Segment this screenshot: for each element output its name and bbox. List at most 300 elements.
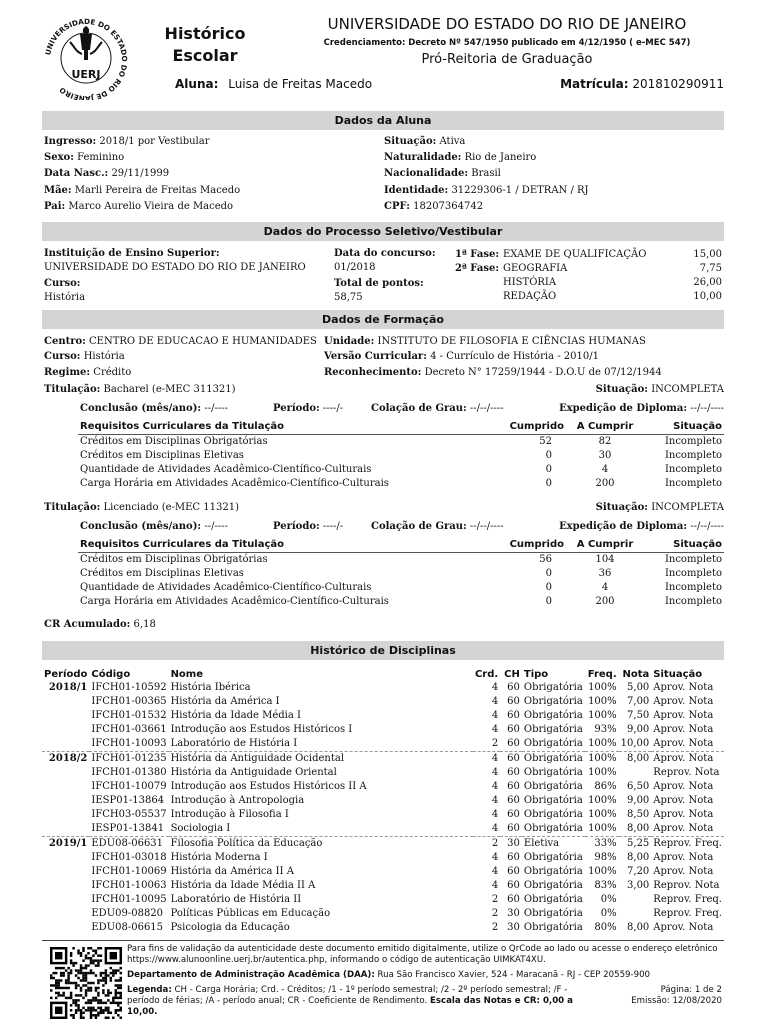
requisito-cell: Incompleto bbox=[664, 450, 722, 461]
validacao-text: Para fins de validação da autenticidade deste documento emitido digitalmente, utilize o QrCode ao lado ou acesse o endereço eletrônico https://www.alunoonline.uerj.br/autentica.php, informando o código de autenticação UIMKAT4XU. bbox=[127, 944, 718, 965]
aluna-nome: Luisa de Freitas Macedo bbox=[228, 77, 373, 91]
disciplina-cell: Obrigatória bbox=[523, 823, 583, 834]
requisito-row bbox=[78, 595, 724, 609]
expedicao-diploma: Expedição de Diploma: --/--/---- bbox=[559, 403, 724, 414]
requisito-row bbox=[78, 553, 724, 568]
conclusao: Conclusão (mês/ano): --/---- bbox=[80, 521, 228, 532]
disciplina-cell: História da América I bbox=[170, 696, 280, 707]
disciplina-cell: Aprov. Nota bbox=[653, 866, 714, 877]
disciplina-row bbox=[42, 709, 724, 723]
disciplina-cell: IFCH01-01380 bbox=[91, 767, 167, 778]
disciplina-cell: Introdução aos Estudos Históricos II A bbox=[170, 781, 367, 792]
disciplina-cell: Laboratório de História I bbox=[170, 738, 298, 749]
disciplina-cell: Aprov. Nota bbox=[653, 710, 714, 721]
titulacao-situacao: Situação: INCOMPLETA bbox=[595, 384, 724, 395]
disciplina-cell: 60 bbox=[507, 738, 520, 749]
emissao: Emissão: 12/08/2020 bbox=[631, 996, 722, 1006]
uerj-logo bbox=[40, 16, 132, 100]
disciplina-cell: Políticas Públicas em Educação bbox=[170, 908, 331, 919]
titulacao: Titulação: Licenciado (e-MEC 11321) bbox=[44, 502, 239, 513]
disciplina-cell: 5,00 bbox=[627, 682, 650, 693]
disciplina-cell: Reprov. Nota bbox=[653, 880, 720, 891]
requisitos-table bbox=[78, 538, 724, 609]
disciplina-cell: 10,00 bbox=[620, 738, 650, 749]
requisito-cell: 82 bbox=[598, 436, 612, 447]
disciplina-cell: 4 bbox=[491, 823, 499, 834]
disciplina-cell bbox=[619, 893, 652, 907]
disciplina-row bbox=[42, 879, 724, 893]
disciplina-cell: 4 bbox=[491, 795, 499, 806]
requisitos-header-cell: Situação bbox=[644, 420, 724, 435]
requisito-cell: Quantidade de Atividades Acadêmico-Científico-Culturais bbox=[80, 464, 372, 475]
requisito-cell: Incompleto bbox=[664, 596, 722, 607]
disciplina-cell: História da Antiguidade Oriental bbox=[170, 767, 337, 778]
qr-code bbox=[50, 947, 122, 1019]
disciplina-cell: História da Idade Média II A bbox=[170, 880, 316, 891]
matricula-line bbox=[560, 77, 724, 91]
disciplina-cell: 60 bbox=[507, 866, 520, 877]
disciplina-cell: 0% bbox=[600, 894, 617, 905]
disciplina-cell: 4 bbox=[491, 781, 499, 792]
disciplina-cell: 4 bbox=[491, 852, 499, 863]
identidade: Identidade: 31229306-1 / DETRAN / RJ bbox=[384, 185, 589, 196]
fase-nome: GEOGRAFIA bbox=[503, 263, 568, 274]
disciplina-cell: 60 bbox=[507, 682, 520, 693]
requisitos-table bbox=[78, 420, 724, 491]
requisito-cell: 0 bbox=[545, 582, 552, 593]
disciplina-cell: Obrigatória bbox=[523, 767, 583, 778]
requisito-cell: 0 bbox=[545, 464, 552, 475]
requisito-cell: 4 bbox=[601, 582, 609, 593]
disciplina-cell bbox=[42, 879, 89, 893]
university-name: UNIVERSIDADE DO ESTADO DO RIO DE JANEIRO bbox=[327, 15, 687, 33]
processo-curso-value: História bbox=[44, 292, 86, 303]
aluna-line bbox=[175, 77, 372, 91]
section-formacao: Dados de Formação bbox=[42, 310, 724, 329]
disciplina-row bbox=[42, 794, 724, 808]
disciplina-cell: Reprov. Freq. bbox=[653, 908, 722, 919]
disciplina-row bbox=[42, 780, 724, 794]
section-processo: Dados do Processo Seletivo/Vestibular bbox=[42, 222, 724, 241]
disciplina-cell: Eletiva bbox=[522, 837, 585, 852]
titulacao: Titulação: Bacharel (e-MEC 311321) bbox=[44, 384, 236, 395]
disciplina-cell bbox=[42, 808, 89, 822]
disciplina-cell: 7,00 bbox=[627, 696, 650, 707]
disciplina-row bbox=[42, 695, 724, 709]
disciplina-cell bbox=[42, 723, 89, 737]
daa-line: Departamento de Administração Acadêmica (DAA): Rua São Francisco Xavier, 524 - Maracanã - RJ - CEP 20559-900 bbox=[127, 970, 651, 980]
disciplina-cell bbox=[42, 780, 89, 794]
disciplina-row bbox=[42, 808, 724, 822]
requisitos-header-cell: Situação bbox=[644, 538, 724, 553]
requisito-cell: Créditos em Disciplinas Obrigatórias bbox=[80, 554, 268, 565]
disciplina-cell: 8,00 bbox=[627, 823, 650, 834]
disciplina-cell: História Moderna I bbox=[170, 852, 268, 863]
section-historico: Histórico de Disciplinas bbox=[42, 641, 724, 660]
disciplina-cell: Aprov. Nota bbox=[653, 738, 714, 749]
disciplina-cell: Aprov. Nota bbox=[653, 922, 714, 933]
disciplina-row bbox=[42, 921, 724, 935]
disciplina-row bbox=[42, 766, 724, 780]
logo-ring-text: UNIVERSIDADE DO ESTADO DO RIO DE JANEIRO bbox=[43, 16, 130, 100]
disciplina-cell bbox=[42, 695, 89, 709]
disciplina-cell: 4 bbox=[473, 752, 500, 767]
disciplina-row bbox=[42, 752, 724, 767]
periodo-conclusao: Período: ----/- bbox=[273, 521, 344, 532]
requisito-cell: 4 bbox=[601, 464, 609, 475]
disciplina-cell: 60 bbox=[500, 752, 522, 767]
disciplina-cell bbox=[42, 822, 89, 837]
disciplina-cell: Obrigatória bbox=[523, 894, 583, 905]
disciplina-cell: 8,00 bbox=[627, 852, 650, 863]
fase-nome: HISTÓRIA bbox=[503, 277, 557, 288]
disciplina-cell bbox=[42, 709, 89, 723]
naturalidade: Naturalidade: Rio de Janeiro bbox=[384, 152, 537, 163]
disciplina-cell: Obrigatória bbox=[523, 795, 583, 806]
section-dados-aluna: Dados da Aluna bbox=[42, 111, 724, 130]
fase-pontos: 7,75 bbox=[699, 263, 722, 274]
disciplina-cell: Reprov. Freq. bbox=[651, 837, 724, 852]
disciplina-row bbox=[42, 907, 724, 921]
disciplina-cell bbox=[42, 921, 89, 935]
disciplina-cell: IFCH01-10093 bbox=[91, 738, 167, 749]
disciplina-cell: 0% bbox=[600, 908, 617, 919]
disciplina-cell: IFCH01-10592 bbox=[91, 682, 167, 693]
disciplina-cell: 100% bbox=[588, 795, 617, 806]
disciplina-cell: 60 bbox=[507, 852, 520, 863]
requisito-cell: 0 bbox=[545, 450, 552, 461]
disciplina-cell: Aprov. Nota bbox=[653, 682, 714, 693]
disciplina-cell: Filosofia Política da Educação bbox=[169, 837, 473, 852]
disciplina-cell bbox=[42, 865, 89, 879]
disciplina-cell: IFCH01-10079 bbox=[91, 781, 167, 792]
disciplina-cell bbox=[619, 907, 652, 921]
disciplinas-table bbox=[42, 667, 724, 935]
requisito-cell: Incompleto bbox=[664, 554, 722, 565]
requisito-cell: 56 bbox=[539, 554, 552, 565]
unidade: Unidade: INSTITUTO DE FILOSOFIA E CIÊNCIAS HUMANAS bbox=[324, 336, 646, 347]
disciplinas-header-cell: Código bbox=[91, 668, 131, 680]
cr-acumulado: CR Acumulado: 6,18 bbox=[44, 619, 156, 630]
disciplina-cell: 30 bbox=[507, 908, 520, 919]
processo-curso-label: Curso: bbox=[44, 278, 81, 289]
disciplina-cell: Psicologia da Educação bbox=[170, 922, 290, 933]
disciplina-cell: 60 bbox=[507, 781, 520, 792]
requisitos-header bbox=[78, 420, 724, 435]
disciplina-cell: Obrigatória bbox=[523, 908, 583, 919]
disciplina-cell: 9,00 bbox=[627, 724, 650, 735]
requisito-row bbox=[78, 435, 724, 450]
formacao-curso: Curso: História bbox=[44, 351, 125, 362]
titulacao-situacao: Situação: INCOMPLETA bbox=[595, 502, 724, 513]
disciplina-cell: Obrigatória bbox=[523, 738, 583, 749]
disciplina-cell: 100% bbox=[588, 710, 617, 721]
disciplina-cell: Obrigatória bbox=[523, 781, 583, 792]
requisito-row bbox=[78, 567, 724, 581]
disciplinas-header-cell: Situação bbox=[653, 668, 703, 680]
disciplina-cell: 100% bbox=[588, 866, 617, 877]
disciplina-cell: 7,50 bbox=[627, 710, 650, 721]
requisito-cell: Incompleto bbox=[664, 582, 722, 593]
requisito-cell: Carga Horária em Atividades Acadêmico-Científico-Culturais bbox=[80, 596, 389, 607]
fase-pontos: 26,00 bbox=[693, 277, 722, 288]
requisito-cell: Créditos em Disciplinas Eletivas bbox=[80, 568, 244, 579]
requisito-cell: 200 bbox=[595, 478, 615, 489]
disciplina-cell: Aprov. Nota bbox=[653, 696, 714, 707]
periodo-conclusao: Período: ----/- bbox=[273, 403, 344, 414]
disciplina-cell: 60 bbox=[507, 710, 520, 721]
pro-reitoria: Pró-Reitoria de Graduação bbox=[421, 52, 593, 67]
disciplina-cell: Sociologia I bbox=[170, 823, 231, 834]
disciplina-cell: História da América II A bbox=[170, 866, 294, 877]
disciplina-cell: 9,00 bbox=[627, 795, 650, 806]
requisito-row bbox=[78, 477, 724, 491]
disciplinas-header-cell: Freq. bbox=[587, 668, 617, 680]
requisito-cell: 30 bbox=[598, 450, 612, 461]
disciplina-cell: Obrigatória bbox=[523, 809, 583, 820]
requisitos-header-cell: Requisitos Curriculares da Titulação bbox=[78, 420, 498, 435]
disciplina-cell: 80% bbox=[594, 922, 617, 933]
disciplina-cell: Aprov. Nota bbox=[653, 724, 714, 735]
doc-title-line1: Histórico bbox=[164, 24, 246, 43]
disciplina-cell: EDU08-06631 bbox=[89, 837, 168, 852]
disciplina-row bbox=[42, 723, 724, 737]
requisito-row bbox=[78, 581, 724, 595]
fase2-label: 2ª Fase: bbox=[455, 263, 500, 274]
colacao-grau: Colação de Grau: --/--/---- bbox=[371, 521, 504, 532]
ies-label: Instituição de Ensino Superior: bbox=[44, 248, 220, 259]
requisito-cell: Créditos em Disciplinas Eletivas bbox=[80, 450, 244, 461]
disciplina-cell: 4 bbox=[491, 880, 499, 891]
disciplina-cell: IFCH01-01235 bbox=[91, 753, 167, 764]
disciplina-cell: 60 bbox=[507, 724, 520, 735]
requisito-cell: 52 bbox=[539, 436, 552, 447]
disciplina-cell: 100% bbox=[588, 682, 617, 693]
disciplina-cell: 60 bbox=[507, 696, 520, 707]
disciplina-cell: 100% bbox=[588, 809, 617, 820]
disciplina-cell: Obrigatória bbox=[523, 724, 583, 735]
disciplina-cell bbox=[42, 907, 89, 921]
requisito-cell: Créditos em Disciplinas Obrigatórias bbox=[80, 436, 268, 447]
disciplina-cell: 86% bbox=[594, 781, 617, 792]
disciplina-row bbox=[42, 893, 724, 907]
disciplina-cell: 2018/2 bbox=[42, 752, 89, 767]
disciplina-cell: Aprov. Nota bbox=[653, 795, 714, 806]
disciplina-cell: Aprov. Nota bbox=[653, 809, 714, 820]
disciplina-cell: 8,00 bbox=[619, 752, 652, 767]
disciplina-cell: IESP01-13864 bbox=[91, 795, 165, 806]
disciplina-cell: 4 bbox=[491, 724, 499, 735]
ingresso: Ingresso: 2018/1 por Vestibular bbox=[44, 136, 210, 147]
disciplina-cell: 8,50 bbox=[627, 809, 650, 820]
disciplina-cell: IFCH01-00365 bbox=[91, 696, 167, 707]
disciplina-cell: Introdução à Filosofia I bbox=[170, 809, 289, 820]
disciplina-cell: Introdução à Antropologia bbox=[170, 795, 305, 806]
credenciamento: Credenciamento: Decreto Nº 547/1950 publicado em 4/12/1950 ( e-MEC 547) bbox=[323, 38, 691, 48]
disciplina-cell: 100% bbox=[588, 767, 617, 778]
disciplina-cell: 98% bbox=[594, 852, 617, 863]
disciplina-cell: Obrigatória bbox=[523, 880, 583, 891]
mae: Mãe: Marli Pereira de Freitas Macedo bbox=[44, 185, 241, 196]
disciplina-cell: IFCH01-10095 bbox=[91, 894, 167, 905]
situacao-aluna: Situação: Ativa bbox=[384, 136, 466, 147]
requisito-row bbox=[78, 449, 724, 463]
disciplina-cell: História Ibérica bbox=[170, 682, 251, 693]
disciplina-cell: 4 bbox=[491, 866, 499, 877]
total-pontos-value: 58,75 bbox=[334, 292, 363, 303]
disciplina-cell: 100% bbox=[585, 752, 619, 767]
disciplina-cell bbox=[619, 766, 652, 780]
disciplina-cell: 30 bbox=[500, 837, 522, 852]
disciplina-cell: Obrigatória bbox=[523, 753, 583, 764]
disciplina-cell: EDU09-08820 bbox=[91, 908, 164, 919]
disciplinas-header bbox=[42, 667, 724, 681]
disciplina-row bbox=[42, 837, 724, 852]
disciplinas-header-cell: Nome bbox=[170, 668, 204, 680]
sexo: Sexo: Feminino bbox=[44, 152, 125, 163]
disciplina-cell: Obrigatória bbox=[523, 696, 583, 707]
matricula-value: 201810290911 bbox=[632, 77, 724, 91]
disciplina-cell: 6,50 bbox=[627, 781, 650, 792]
requisito-cell: Carga Horária em Atividades Acadêmico-Científico-Culturais bbox=[80, 478, 389, 489]
disciplina-cell: 2 bbox=[491, 922, 499, 933]
requisito-cell: Incompleto bbox=[664, 436, 722, 447]
disciplina-cell: Introdução aos Estudos Históricos I bbox=[170, 724, 353, 735]
centro: Centro: CENTRO DE EDUCACAO E HUMANIDADES bbox=[44, 336, 317, 347]
requisito-cell: 0 bbox=[545, 596, 552, 607]
disciplina-row bbox=[42, 865, 724, 879]
fase-pontos: 10,00 bbox=[693, 291, 722, 302]
disciplina-cell: 60 bbox=[507, 823, 520, 834]
disciplinas-header-cell: CH bbox=[504, 668, 520, 680]
disciplina-cell: Reprov. Nota bbox=[653, 767, 720, 778]
requisitos-header-cell: Cumprido bbox=[498, 538, 566, 553]
disciplina-cell: História da Idade Média I bbox=[170, 710, 301, 721]
cpf: CPF: 18207364742 bbox=[384, 201, 484, 212]
disciplina-cell: 4 bbox=[491, 767, 499, 778]
requisito-cell: 0 bbox=[545, 478, 552, 489]
disciplina-cell: 5,25 bbox=[619, 837, 652, 852]
disciplina-cell: IFCH01-10063 bbox=[91, 880, 167, 891]
disciplina-row bbox=[42, 851, 724, 865]
disciplina-cell: 4 bbox=[491, 809, 499, 820]
disciplina-cell: Obrigatória bbox=[523, 852, 583, 863]
disciplina-cell: 60 bbox=[507, 894, 520, 905]
disciplina-row bbox=[42, 822, 724, 837]
aluna-label: Aluna: bbox=[175, 77, 219, 91]
disciplina-cell: Aprov. Nota bbox=[653, 852, 714, 863]
disciplina-cell: 2 bbox=[473, 837, 500, 852]
disciplinas-header-cell: Crd. bbox=[474, 668, 499, 680]
requisito-cell: 36 bbox=[598, 568, 612, 579]
reconhecimento: Reconhecimento: Decreto N° 17259/1944 - D.O.U de 07/12/1944 bbox=[324, 367, 662, 378]
fase-nome: REDAÇÃO bbox=[503, 291, 557, 302]
requisito-cell: Quantidade de Atividades Acadêmico-Científico-Culturais bbox=[80, 582, 372, 593]
disciplina-cell bbox=[42, 851, 89, 865]
disciplina-cell: 2 bbox=[491, 908, 499, 919]
disciplina-cell: 60 bbox=[507, 767, 520, 778]
requisito-cell: 0 bbox=[545, 568, 552, 579]
disciplina-cell: Aprov. Nota bbox=[653, 823, 714, 834]
disciplina-cell: Aprov. Nota bbox=[651, 752, 724, 767]
disciplina-row bbox=[42, 681, 724, 695]
disciplina-cell: 100% bbox=[588, 696, 617, 707]
disciplina-cell: EDU08-06615 bbox=[91, 922, 164, 933]
expedicao-diploma: Expedição de Diploma: --/--/---- bbox=[559, 521, 724, 532]
requisitos-header-cell: A Cumprir bbox=[566, 538, 644, 553]
disciplina-cell: 4 bbox=[491, 696, 499, 707]
disciplina-cell: 2 bbox=[491, 738, 499, 749]
disciplina-cell: IFCH01-10069 bbox=[91, 866, 167, 877]
disciplinas-header-cell: Nota bbox=[622, 668, 650, 680]
requisitos-header-cell: A Cumprir bbox=[566, 420, 644, 435]
requisitos-header-cell: Requisitos Curriculares da Titulação bbox=[78, 538, 498, 553]
disciplina-cell: 3,00 bbox=[627, 880, 650, 891]
disciplina-cell: 83% bbox=[594, 880, 617, 891]
requisito-cell: 200 bbox=[595, 596, 615, 607]
disciplina-cell: 100% bbox=[588, 823, 617, 834]
disciplina-cell: IFCH01-01532 bbox=[91, 710, 167, 721]
conclusao: Conclusão (mês/ano): --/---- bbox=[80, 403, 228, 414]
disciplinas-header-cell: Tipo bbox=[523, 668, 549, 680]
requisito-cell: Incompleto bbox=[664, 568, 722, 579]
logo-text: UERJ bbox=[71, 68, 101, 81]
disciplina-cell: Aprov. Nota bbox=[653, 781, 714, 792]
pagina: Página: 1 de 2 bbox=[660, 985, 722, 995]
disciplina-cell: IFCH01-03018 bbox=[91, 852, 167, 863]
doc-title-line2: Escolar bbox=[172, 46, 238, 65]
data-concurso-label: Data do concurso: bbox=[334, 248, 436, 259]
ies-value: UNIVERSIDADE DO ESTADO DO RIO DE JANEIRO bbox=[44, 262, 306, 273]
disciplina-cell: 4 bbox=[491, 682, 499, 693]
disciplina-cell bbox=[42, 893, 89, 907]
requisitos-header-cell: Cumprido bbox=[498, 420, 566, 435]
disciplina-cell: 100% bbox=[588, 738, 617, 749]
versao-curricular: Versão Curricular: 4 - Currículo de História - 2010/1 bbox=[324, 351, 599, 362]
disciplina-cell: Obrigatória bbox=[523, 710, 583, 721]
disciplina-cell: IFCH01-03661 bbox=[91, 724, 167, 735]
disciplina-cell bbox=[42, 794, 89, 808]
fase-pontos: 15,00 bbox=[693, 249, 722, 260]
legenda: Legenda: CH - Carga Horária; Crd. - Créditos; /1 - 1º período semestral; /2 - 2º período semestral; /F - período de férias; /A - período anual; CR - Coeficiente de Rendimento. Escala das Notas e CR: 0,00 a 10,00. bbox=[127, 985, 573, 1017]
disciplina-cell: IESP01-13841 bbox=[91, 823, 165, 834]
colacao-grau: Colação de Grau: --/--/---- bbox=[371, 403, 504, 414]
requisito-cell: Incompleto bbox=[664, 464, 722, 475]
disciplina-cell bbox=[42, 766, 89, 780]
disciplina-cell: 60 bbox=[507, 809, 520, 820]
requisito-cell: Incompleto bbox=[664, 478, 722, 489]
disciplina-cell bbox=[42, 737, 89, 752]
regime: Regime: Crédito bbox=[44, 367, 132, 378]
disciplina-cell: 8,00 bbox=[627, 922, 650, 933]
requisitos-header bbox=[78, 538, 724, 553]
disciplina-cell: Laboratório de História II bbox=[170, 894, 302, 905]
disciplina-cell: 93% bbox=[594, 724, 617, 735]
disciplina-cell: Reprov. Freq. bbox=[653, 894, 722, 905]
fase1-label: 1ª Fase: bbox=[455, 249, 500, 260]
disciplina-cell: 33% bbox=[585, 837, 619, 852]
data-nascimento: Data Nasc.: 29/11/1999 bbox=[44, 168, 170, 179]
disciplina-cell: 2 bbox=[491, 894, 499, 905]
nacionalidade: Nacionalidade: Brasil bbox=[384, 168, 501, 179]
disciplina-cell: 4 bbox=[491, 710, 499, 721]
fase-nome: EXAME DE QUALIFICAÇÃO bbox=[503, 249, 647, 260]
total-pontos-label: Total de pontos: bbox=[334, 278, 424, 289]
disciplina-cell: 2019/1 bbox=[42, 837, 89, 852]
disciplina-cell: 30 bbox=[507, 922, 520, 933]
disciplina-cell: Obrigatória bbox=[523, 922, 583, 933]
disciplina-cell: Obrigatória bbox=[523, 682, 583, 693]
